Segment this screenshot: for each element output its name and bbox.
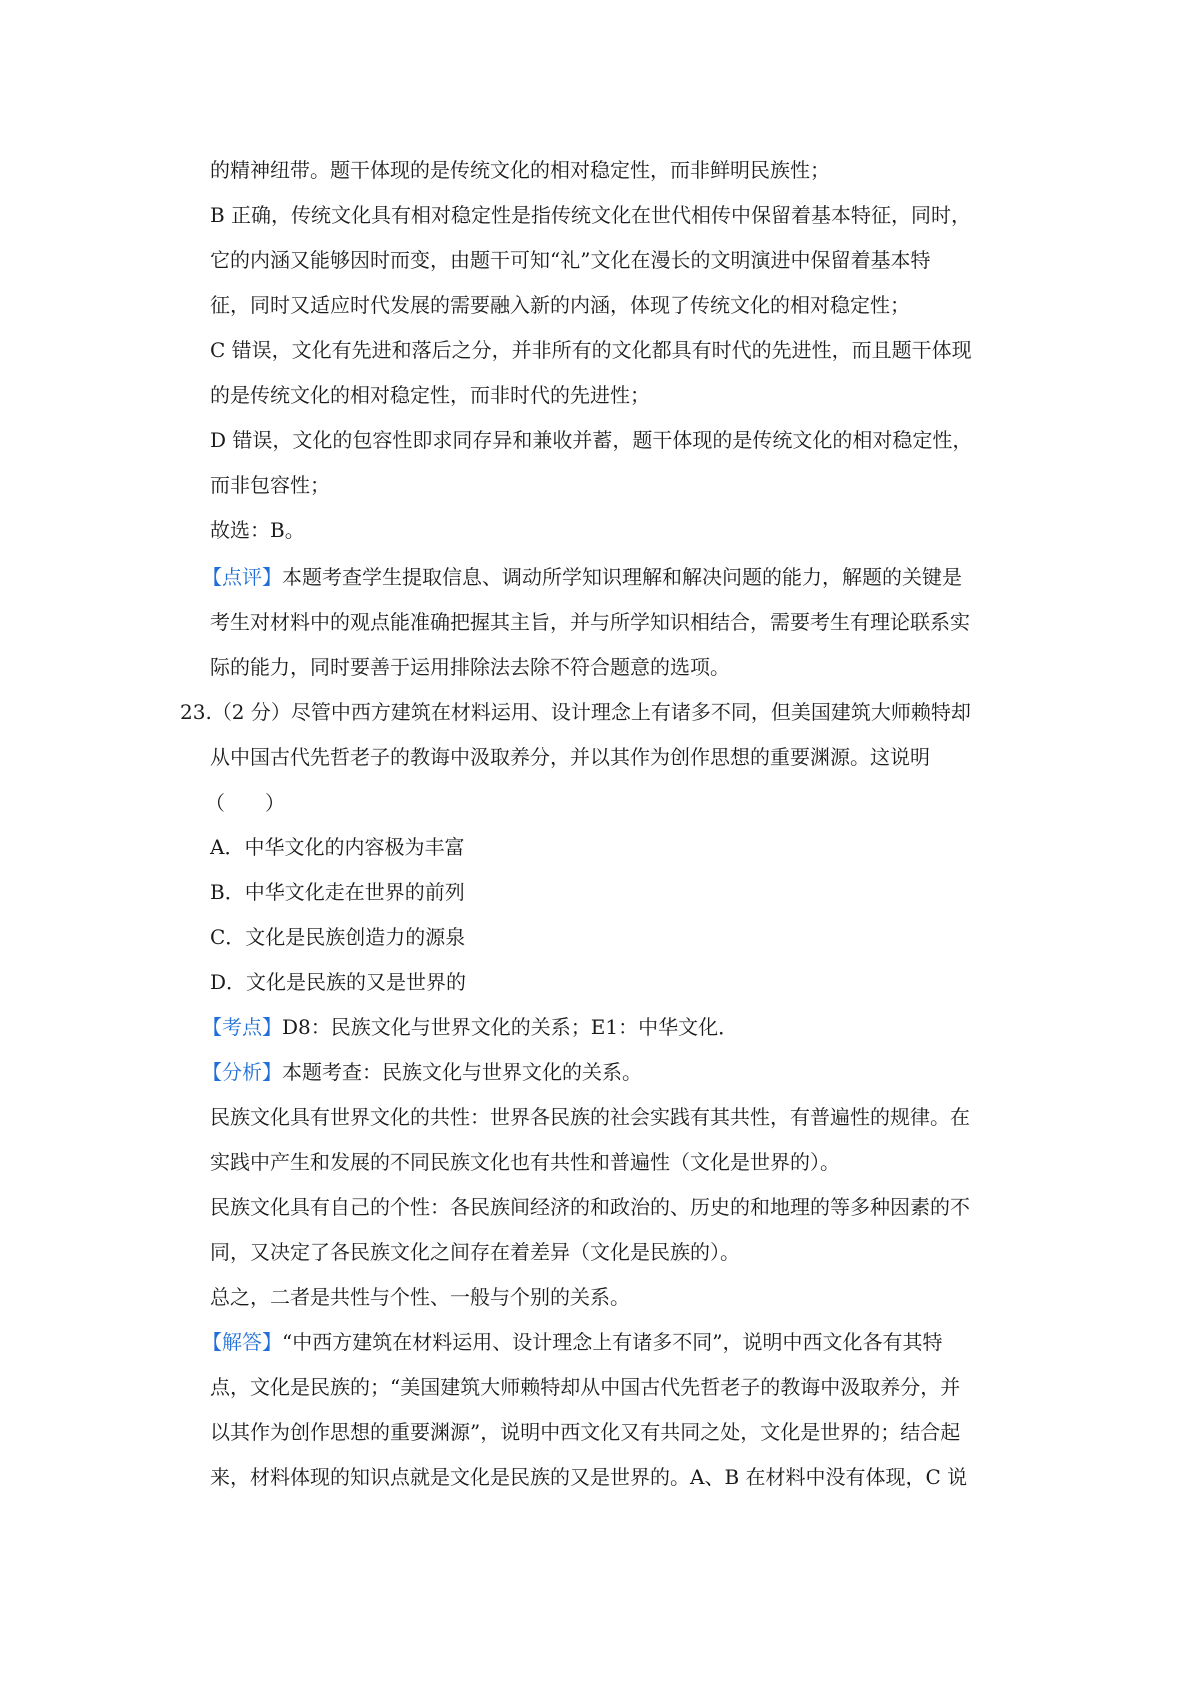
comment-line [202, 562, 962, 592]
question-number: 23. [180, 700, 212, 724]
option-a: A．中华文化的内容极为丰富 [210, 835, 465, 859]
jieda-line: 以其作为创作思想的重要渊源”，说明中西文化又有共同之处，文化是世界的；结合起 [210, 1420, 961, 1444]
comment-text: 本题考查学生提取信息、调动所学知识理解和解决问题的能力，解题的关键是 [282, 565, 962, 589]
analysis-line: 总之，二者是共性与个性、一般与个别的关系。 [210, 1285, 630, 1309]
question-stem-line: 从中国古代先哲老子的教诲中汲取养分，并以其作为创作思想的重要渊源。这说明 [210, 745, 930, 769]
analysis-line: 民族文化具有自己的个性：各民族间经济的和政治的、历史的和地理的等多种因素的不 [210, 1195, 970, 1219]
answer-choice-line: 故选：B。 [210, 518, 305, 542]
comment-tag: 【点评】 [202, 565, 282, 589]
paragraph-line: 征，同时又适应时代发展的需要融入新的内涵，体现了传统文化的相对稳定性； [210, 293, 910, 317]
kaodian-text: D8：民族文化与世界文化的关系；E1：中华文化． [282, 1015, 739, 1039]
paragraph-line: 它的内涵又能够因时而变，由题干可知“礼”文化在漫长的文明演进中保留着基本特 [210, 248, 931, 272]
paragraph-line: 而非包容性； [210, 473, 330, 497]
fenxi-text: 本题考查：民族文化与世界文化的关系。 [282, 1060, 642, 1084]
jieda-line: 来，材料体现的知识点就是文化是民族的又是世界的。A、B 在材料中没有体现，C 说 [210, 1465, 968, 1489]
fenxi-line [202, 1057, 642, 1087]
paragraph-line: C 错误，文化有先进和落后之分，并非所有的文化都具有时代的先进性，而且题干体现 [210, 338, 972, 362]
question-line [180, 697, 971, 727]
paragraph-line: B 正确，传统文化具有相对稳定性是指传统文化在世代相传中保留着基本特征，同时， [210, 203, 972, 227]
analysis-line: 实践中产生和发展的不同民族文化也有共性和普遍性（文化是世界的）。 [210, 1150, 840, 1174]
option-b: B．中华文化走在世界的前列 [210, 880, 465, 904]
option-d: D．文化是民族的又是世界的 [210, 970, 467, 994]
paragraph-line: 的是传统文化的相对稳定性，而非时代的先进性； [210, 383, 650, 407]
kaodian-line [202, 1012, 738, 1042]
option-c: C．文化是民族创造力的源泉 [210, 925, 466, 949]
jieda-line: 点，文化是民族的；“美国建筑大师赖特却从中国古代先哲老子的教诲中汲取养分，并 [210, 1375, 961, 1399]
kaodian-tag: 【考点】 [202, 1015, 282, 1039]
fenxi-tag: 【分析】 [202, 1060, 282, 1084]
analysis-line: 同，又决定了各民族文化之间存在着差异（文化是民族的）。 [210, 1240, 740, 1264]
jieda-line [202, 1327, 942, 1357]
comment-line: 考生对材料中的观点能准确把握其主旨，并与所学知识相结合，需要考生有理论联系实 [210, 610, 970, 634]
answer-blank: （ ） [205, 791, 285, 815]
jieda-text: “中西方建筑在材料运用、设计理念上有诸多不同”，说明中西文化各有其特 [282, 1330, 943, 1354]
question-stem: （2 分）尽管中西方建筑在材料运用、设计理念上有诸多不同，但美国建筑大师赖特却 [211, 700, 971, 724]
comment-line: 际的能力，同时要善于运用排除法去除不符合题意的选项。 [210, 655, 730, 679]
paragraph-line: D 错误，文化的包容性即求同存异和兼收并蓄，题干体现的是传统文化的相对稳定性， [210, 428, 973, 452]
analysis-line: 民族文化具有世界文化的共性：世界各民族的社会实践有其共性，有普遍性的规律。在 [210, 1105, 970, 1129]
jieda-tag: 【解答】 [202, 1330, 282, 1354]
paragraph-line: 的精神纽带。题干体现的是传统文化的相对稳定性，而非鲜明民族性； [210, 158, 830, 182]
